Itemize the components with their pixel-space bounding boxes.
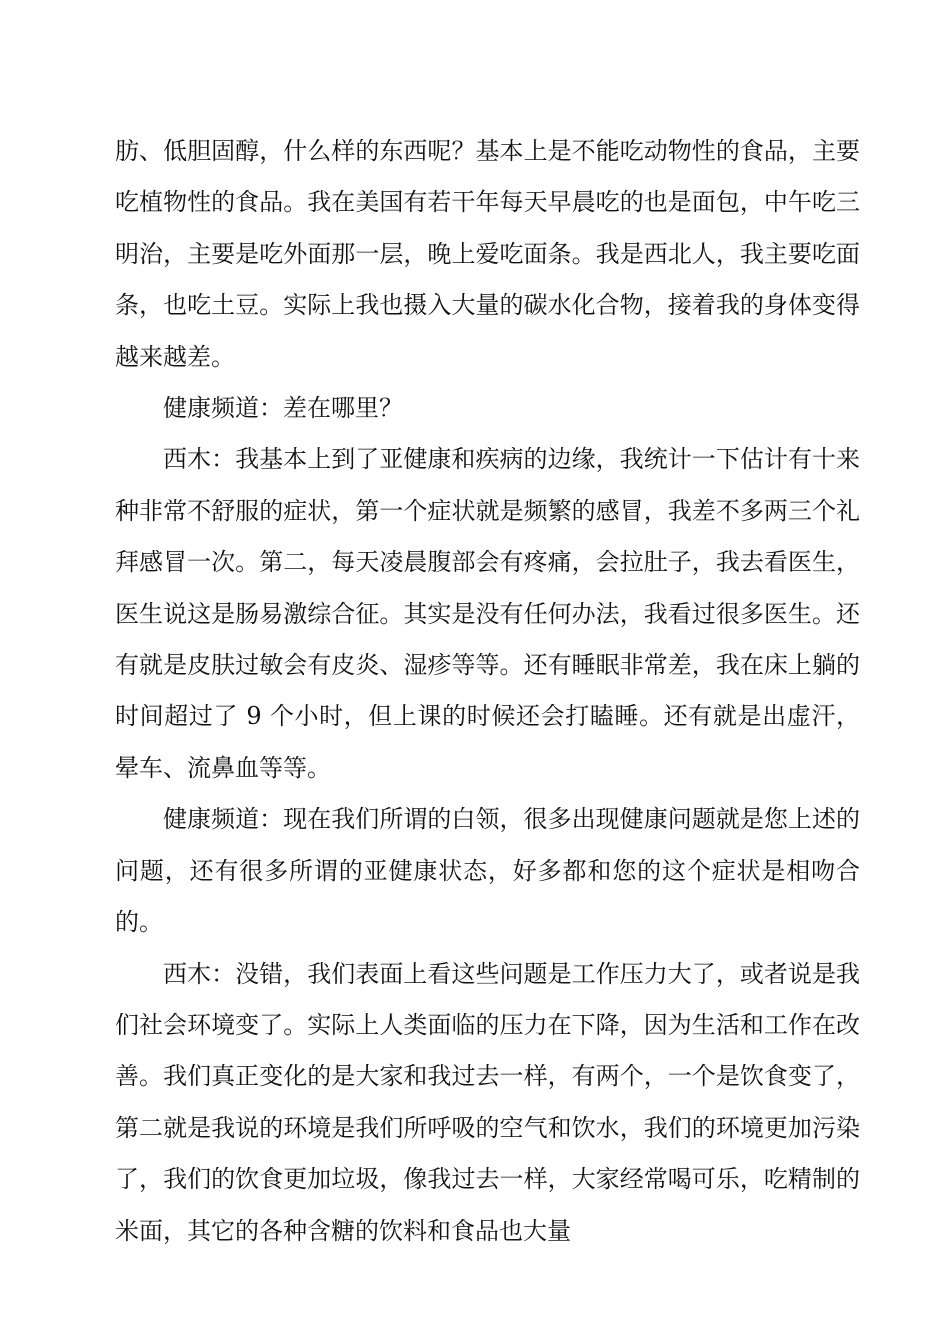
paragraph-question-1: 健康频道：差在哪里？ [163, 394, 403, 423]
paragraph-question-2: 健康频道：现在我们所谓的白领，很多出现健康问题就是您上述的问题，还有很多所谓的亚健康状态，好多都和您的这个症状是相吻合的。 [115, 805, 860, 937]
paragraph-continued: 肪、低胆固醇，什么样的东西呢？基本上是不能吃动物性的食品，主要吃植物性的食品。我在美国有若干年每天早晨吃的也是面包，中午吃三明治，主要是吃外面那一层，晚上爱吃面条。我是西北人，我主要吃面条，也吃土豆。实际上我也摄入大量的碳水化合物，接着我的身体变得越来越差。 [115, 137, 860, 371]
document-body [115, 126, 860, 1257]
paragraph-answer-2: 西木：没错，我们表面上看这些问题是工作压力大了，或者说是我们社会环境变了。实际上人类面临的压力在下降，因为生活和工作在改善。我们真正变化的是大家和我过去一样，有两个，一个是饮食变了，第二就是我说的环境是我们所呼吸的空气和饮水，我们的环境更加污染了，我们的饮食更加垃圾，像我过去一样，大家经常喝可乐，吃精制的米面，其它的各种含糖的饮料和食品也大量 [115, 959, 860, 1245]
paragraph-answer-1: 西木：我基本上到了亚健康和疾病的边缘，我统计一下估计有十来种非常不舒服的症状，第一个症状就是频繁的感冒，我差不多两三个礼拜感冒一次。第二，每天凌晨腹部会有疼痛，会拉肚子，我去看医生，医生说这是肠易激综合征。其实是没有任何办法，我看过很多医生。还有就是皮肤过敏会有皮炎、湿疹等等。还有睡眠非常差，我在床上躺的时间超过了 9 个小时，但上课的时候还会打瞌睡。还有就是出虚汗，晕车、流鼻血等等。 [115, 445, 860, 782]
